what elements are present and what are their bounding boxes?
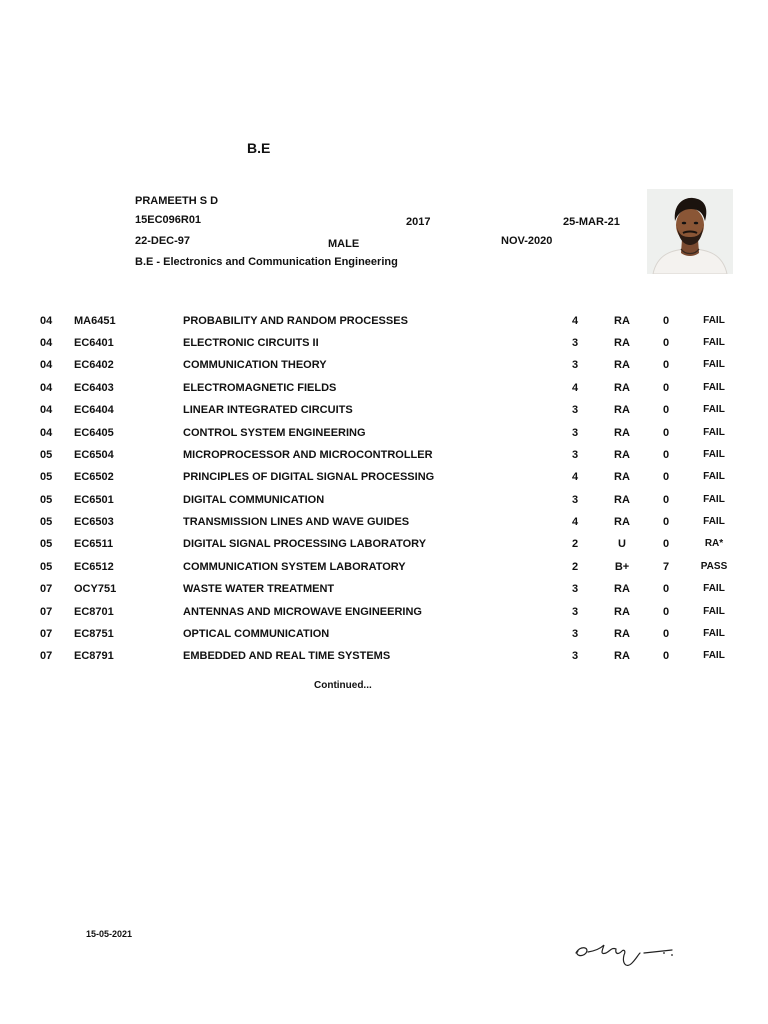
semester-cell: 05 [40,471,53,483]
semester-cell: 04 [40,337,53,349]
result-cell: FAIL [703,494,725,505]
course-title-cell: MICROPROCESSOR AND MICROCONTROLLER [183,449,433,461]
semester-cell: 05 [40,449,53,461]
batch-year: 2017 [406,216,431,228]
course-code-cell: EC6401 [74,337,114,349]
course-code-cell: MA6451 [74,315,116,327]
result-cell: FAIL [703,583,725,594]
grade-points-cell: 0 [662,628,670,640]
course-title-cell: LINEAR INTEGRATED CIRCUITS [183,404,353,416]
semester-cell: 05 [40,494,53,506]
result-row [0,538,768,560]
result-row [0,315,768,337]
result-cell: FAIL [703,382,725,393]
semester-cell: 05 [40,561,53,573]
course-title-cell: ELECTRONIC CIRCUITS II [183,337,319,349]
register-number: 15EC096R01 [135,214,202,226]
result-cell: FAIL [703,359,725,370]
course-code-cell: EC6502 [74,471,114,483]
course-title-cell: EMBEDDED AND REAL TIME SYSTEMS [183,650,391,662]
grade-cell: RA [614,449,630,461]
credits-cell: 3 [571,494,579,506]
result-row [0,404,768,426]
credits-cell: 4 [571,516,579,528]
result-cell: FAIL [703,606,725,617]
course-title-cell: DIGITAL COMMUNICATION [183,494,325,506]
grade-points-cell: 0 [662,404,670,416]
course-code-cell: OCY751 [74,583,117,595]
result-cell: FAIL [703,628,725,639]
semester-cell: 04 [40,404,53,416]
course-title-cell: CONTROL SYSTEM ENGINEERING [183,427,366,439]
signature [560,933,690,973]
result-cell: FAIL [703,315,725,326]
course-code-cell: EC6404 [74,404,114,416]
degree-title: B.E [247,140,271,156]
grade-cell: RA [614,404,630,416]
result-cell: FAIL [703,427,725,438]
course-code-cell: EC6503 [74,516,114,528]
student-photo [647,189,733,274]
grade-points-cell: 0 [662,315,670,327]
grade-points-cell: 0 [662,650,670,662]
course-title-cell: COMMUNICATION SYSTEM LABORATORY [183,561,406,573]
result-row [0,337,768,359]
student-name: PRAMEETH S D [135,195,219,207]
grade-cell: RA [614,606,630,618]
semester-cell: 04 [40,315,53,327]
result-cell: FAIL [703,516,725,527]
result-row [0,606,768,628]
result-cell: FAIL [703,337,725,348]
result-row [0,382,768,404]
grade-points-cell: 0 [662,337,670,349]
result-row [0,650,768,672]
credits-cell: 3 [571,650,579,662]
result-row [0,494,768,516]
result-row [0,561,768,583]
credits-cell: 3 [571,427,579,439]
course-title-cell: WASTE WATER TREATMENT [183,583,335,595]
credits-cell: 3 [571,359,579,371]
result-cell: PASS [700,561,728,572]
credits-cell: 2 [571,561,579,573]
course-title-cell: OPTICAL COMMUNICATION [183,628,330,640]
credits-cell: 4 [571,382,579,394]
course-code-cell: EC8791 [74,650,114,662]
grade-points-cell: 0 [662,606,670,618]
grade-points-cell: 7 [662,561,670,573]
semester-cell: 05 [40,516,53,528]
grade-cell: RA [614,471,630,483]
grade-cell: RA [614,516,630,528]
course-title-cell: PROBABILITY AND RANDOM PROCESSES [183,315,408,327]
gender: MALE [328,238,360,250]
semester-cell: 04 [40,427,53,439]
programme-name: B.E - Electronics and Communication Engineering [135,256,398,268]
course-code-cell: EC6512 [74,561,114,573]
date-of-birth: 22-DEC-97 [135,235,191,247]
course-title-cell: TRANSMISSION LINES AND WAVE GUIDES [183,516,410,528]
result-row [0,449,768,471]
credits-cell: 2 [571,538,579,550]
semester-cell: 07 [40,628,53,640]
course-code-cell: EC6511 [74,538,114,550]
semester-cell: 04 [40,359,53,371]
issue-date: 25-MAR-21 [563,216,620,228]
course-code-cell: EC6504 [74,449,114,461]
grade-cell: RA [614,427,630,439]
result-row [0,583,768,605]
student-photo-image [647,189,733,274]
credits-cell: 3 [571,337,579,349]
grade-cell: RA [614,494,630,506]
course-code-cell: EC6402 [74,359,114,371]
course-code-cell: EC8751 [74,628,114,640]
result-cell: FAIL [703,471,725,482]
grade-cell: RA [614,382,630,394]
grade-cell: RA [614,650,630,662]
grade-cell: RA [614,337,630,349]
result-row [0,359,768,381]
credits-cell: 4 [571,471,579,483]
credits-cell: 3 [571,583,579,595]
result-cell: FAIL [703,404,725,415]
semester-cell: 07 [40,606,53,618]
semester-cell: 07 [40,650,53,662]
grade-points-cell: 0 [662,494,670,506]
credits-cell: 4 [571,315,579,327]
signature-image [560,933,690,973]
course-title-cell: COMMUNICATION THEORY [183,359,327,371]
course-title-cell: PRINCIPLES OF DIGITAL SIGNAL PROCESSING [183,471,435,483]
continued-note: Continued... [314,680,372,691]
grade-points-cell: 0 [662,471,670,483]
exam-session: NOV-2020 [501,235,553,247]
grade-cell: RA [614,583,630,595]
course-code-cell: EC6405 [74,427,114,439]
grade-cell: RA [614,359,630,371]
credits-cell: 3 [571,404,579,416]
grade-points-cell: 0 [662,583,670,595]
course-title-cell: ELECTROMAGNETIC FIELDS [183,382,337,394]
course-title-cell: ANTENNAS AND MICROWAVE ENGINEERING [183,606,422,618]
result-cell: RA* [704,538,724,549]
grade-points-cell: 0 [662,359,670,371]
course-title-cell: DIGITAL SIGNAL PROCESSING LABORATORY [183,538,427,550]
result-row [0,628,768,650]
result-cell: FAIL [703,650,725,661]
result-row [0,427,768,449]
semester-cell: 07 [40,583,53,595]
credits-cell: 3 [571,628,579,640]
grade-points-cell: 0 [662,538,670,550]
grade-cell: U [618,538,626,550]
result-cell: FAIL [703,449,725,460]
grade-cell: RA [614,628,630,640]
semester-cell: 04 [40,382,53,394]
grade-points-cell: 0 [662,382,670,394]
grade-points-cell: 0 [662,449,670,461]
result-row [0,516,768,538]
grade-cell: RA [614,315,630,327]
credits-cell: 3 [571,449,579,461]
course-code-cell: EC8701 [74,606,114,618]
print-date: 15-05-2021 [86,929,133,939]
result-row [0,471,768,493]
semester-cell: 05 [40,538,53,550]
course-code-cell: EC6501 [74,494,114,506]
credits-cell: 3 [571,606,579,618]
course-code-cell: EC6403 [74,382,114,394]
grade-cell: B+ [614,561,630,573]
grade-points-cell: 0 [662,516,670,528]
grade-points-cell: 0 [662,427,670,439]
